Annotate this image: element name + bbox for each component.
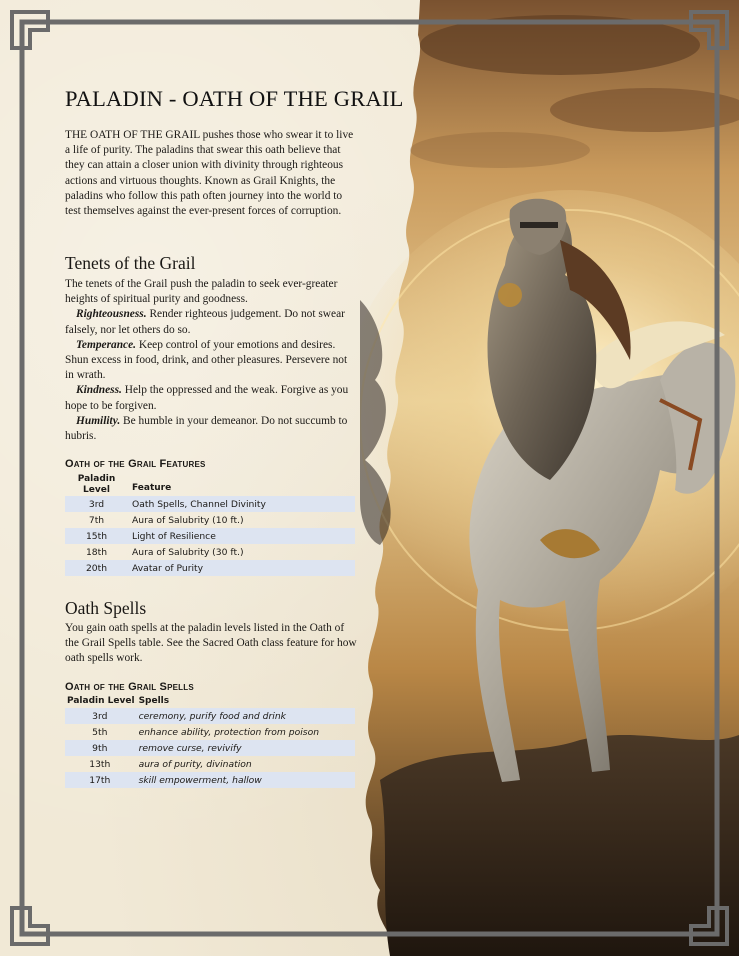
table-header-row <box>65 474 355 496</box>
tenet-name: Temperance. <box>76 338 137 351</box>
features-table <box>65 474 355 576</box>
tenet-kindness <box>65 383 357 413</box>
features-table-title: Oath of the Grail Features <box>65 458 206 470</box>
spells-cell: enhance ability, protection from poison <box>138 726 320 738</box>
tenet-name: Righteousness. <box>76 308 147 321</box>
table-row <box>65 740 355 756</box>
level-cell: 15th <box>65 528 128 544</box>
table-row <box>65 496 355 512</box>
tenet-text: Keep control of your emotions and desires. Shun excess in food, drink, and other pleasures. Persevere not in wrath. <box>65 338 348 382</box>
tenets-intro: The tenets of the Grail push the paladin to seek ever-greater heights of spiritual purity and goodness. <box>65 278 338 306</box>
level-cell: 13th <box>89 758 111 770</box>
oath-spells-heading: Oath Spells <box>65 598 147 618</box>
table-row <box>65 560 355 576</box>
level-cell: 17th <box>65 772 135 788</box>
column-header-level: Paladin Level <box>67 696 135 706</box>
knight-illustration <box>360 0 739 956</box>
table-header-row <box>65 696 355 708</box>
feature-cell: Light of Resilience <box>128 528 355 544</box>
level-cell: 3rd <box>65 708 135 724</box>
tenet-text: Help the oppressed and the weak. Forgive as you hope to be forgiven. <box>65 384 349 412</box>
tenets-section <box>65 277 357 444</box>
level-cell: 20th <box>65 560 128 576</box>
tenet-humility <box>65 414 357 444</box>
page-title: PALADIN - OATH OF THE GRAIL <box>65 86 404 111</box>
oath-spells-text: You gain oath spells at the paladin levels listed in the Oath of the Grail Spells table. See the Sacred Oath class feature for how oath spells work. <box>65 622 357 665</box>
tenets-heading: Tenets of the Grail <box>65 253 196 273</box>
spells-cell: skill empowerment, hallow <box>135 772 355 788</box>
table-row <box>65 512 355 528</box>
table-row <box>65 724 355 740</box>
spells-cell: aura of purity, divination <box>138 758 252 770</box>
column-header-level: Paladin Level <box>77 474 116 495</box>
level-cell: 5th <box>92 726 108 738</box>
tenet-righteousness <box>65 307 357 337</box>
spells-cell: ceremony, purify food and drink <box>135 708 355 724</box>
level-cell: 3rd <box>65 496 128 512</box>
table-row <box>65 528 355 544</box>
table-row <box>65 708 355 724</box>
feature-cell: Aura of Salubrity (10 ft.) <box>132 514 244 526</box>
table-row <box>65 544 355 560</box>
tenet-name: Kindness. <box>76 384 122 397</box>
level-cell: 7th <box>88 514 105 526</box>
tenet-text: Be humble in your demeanor. Do not succumb to hubris. <box>65 414 348 443</box>
spells-table-title: Oath of the Grail Spells <box>65 681 194 693</box>
level-cell: 18th <box>85 546 108 558</box>
column-header-feature: Feature <box>132 483 172 493</box>
table-row <box>65 772 355 788</box>
intro-paragraph: THE OATH OF THE GRAIL pushes those who swear it to live a life of purity. The paladins that swear this oath believe that they can attain a closer union with divinity through righteous actions and virtuous thoughts. Known as Grail Knights, the paladins who follow this path often journey into the world to test themselves against the ever-present forces of corruption. <box>65 129 354 218</box>
table-row <box>65 756 355 772</box>
spells-table <box>65 696 355 788</box>
spells-cell: remove curse, revivify <box>135 740 355 756</box>
column-header-spells: Spells <box>138 696 170 706</box>
level-cell: 9th <box>65 740 135 756</box>
tenet-name: Humility. <box>76 414 121 427</box>
tenet-text: Render righteous judgement. Do not swear falsely, nor let others do so. <box>65 308 345 336</box>
feature-cell: Oath Spells, Channel Divinity <box>128 496 355 512</box>
feature-cell: Avatar of Purity <box>128 560 355 576</box>
tenet-temperance <box>65 338 357 384</box>
feature-cell: Aura of Salubrity (30 ft.) <box>132 546 244 558</box>
